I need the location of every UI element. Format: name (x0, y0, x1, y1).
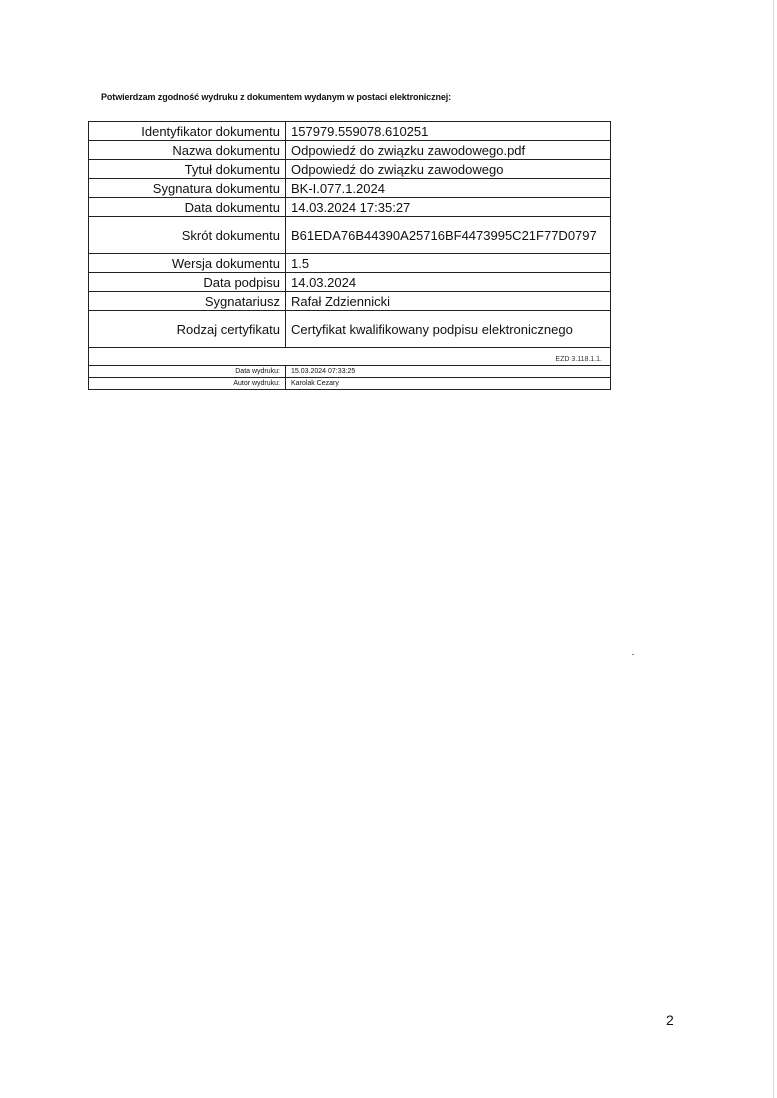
table-row (89, 378, 611, 390)
print-author-value: Karolak Cezary (286, 378, 611, 390)
signing-date-value: 14.03.2024 (286, 273, 611, 292)
table-row (89, 311, 611, 348)
document-hash-value: B61EDA76B44390A25716BF4473995C21F77D0797 (286, 217, 611, 254)
document-title-value: Odpowiedź do związku zawodowego (286, 160, 611, 179)
table-row (89, 217, 611, 254)
document-name-value: Odpowiedź do związku zawodowego.pdf (286, 141, 611, 160)
table-row (89, 273, 611, 292)
table-row (89, 366, 611, 378)
page-edge (773, 0, 774, 1098)
row-label: Sygnatariusz (89, 292, 286, 311)
page-number: 2 (666, 1012, 674, 1028)
document-metadata-table (88, 121, 611, 390)
document-id-value: 157979.559078.610251 (286, 122, 611, 141)
print-date-value: 15.03.2024 07:33:25 (286, 366, 611, 378)
print-date-label: Data wydruku: (89, 366, 286, 378)
document-date-value: 14.03.2024 17:35:27 (286, 198, 611, 217)
table-row (89, 198, 611, 217)
row-label: Wersja dokumentu (89, 254, 286, 273)
row-label: Rodzaj certyfikatu (89, 311, 286, 348)
table-row (89, 160, 611, 179)
row-label: Data dokumentu (89, 198, 286, 217)
table-row (89, 254, 611, 273)
table-row (89, 122, 611, 141)
document-signature-value: BK-I.077.1.2024 (286, 179, 611, 198)
row-label: Data podpisu (89, 273, 286, 292)
table-row (89, 292, 611, 311)
print-author-label: Autor wydruku: (89, 378, 286, 390)
row-label: Nazwa dokumentu (89, 141, 286, 160)
document-version-value: 1.5 (286, 254, 611, 273)
row-label: Identyfikator dokumentu (89, 122, 286, 141)
row-label: Skrót dokumentu (89, 217, 286, 254)
confirmation-statement: Potwierdzam zgodność wydruku z dokumentem wydanym w postaci elektronicznej: (101, 92, 452, 102)
table-row (89, 348, 611, 366)
table-row (89, 179, 611, 198)
scan-speck (632, 654, 634, 655)
row-label: Tytuł dokumentu (89, 160, 286, 179)
row-label: Sygnatura dokumentu (89, 179, 286, 198)
certificate-type-value: Certyfikat kwalifikowany podpisu elektronicznego (286, 311, 611, 348)
table-row (89, 141, 611, 160)
system-version: EZD 3.118.1.1. (89, 348, 611, 366)
signatory-value: Rafał Zdziennicki (286, 292, 611, 311)
